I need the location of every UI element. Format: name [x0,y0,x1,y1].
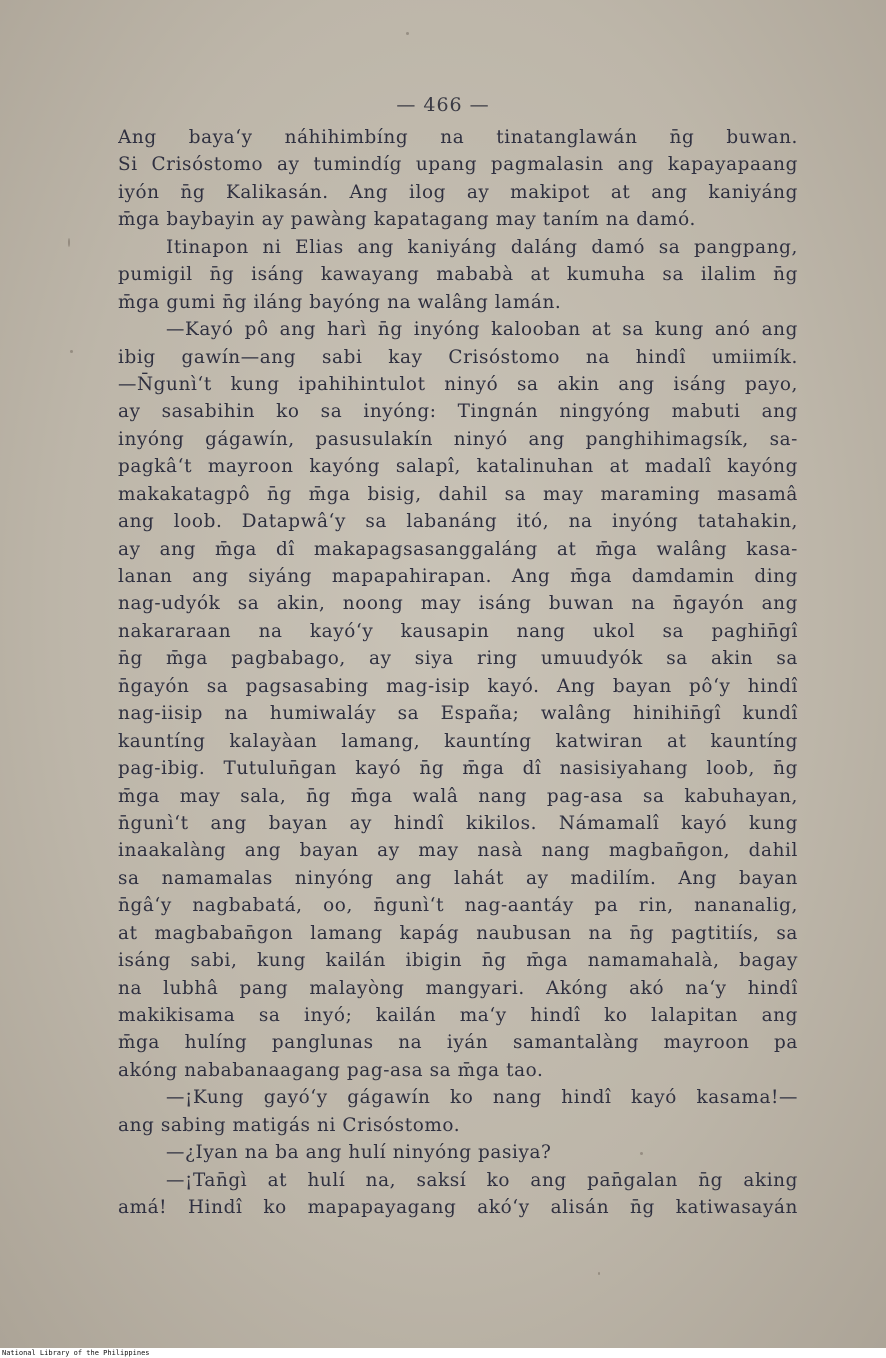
ink-speck [70,350,73,353]
text-line: n̄gunì‘t ang bayan ay hindî kikilos. Námamalî kayó kung [118,812,798,834]
text-line: m̄ga gumi n̄g iláng bayóng na walâng lamán. [118,291,562,313]
text-line: inaakalàng ang bayan ay may nasà nang magban̄gon, dahil [118,840,798,862]
text-line: na lubhâ pang malayòng mangyari. Akóng akó na‘y hindî [118,977,798,999]
text-line: akóng nababanaagang pag-asa sa m̄ga tao. [118,1059,544,1081]
text-line: —¿Iyan na ba ang hulí ninyóng pasiya? [166,1142,552,1164]
page-number: — 466 — [396,94,490,116]
ink-speck [598,1272,600,1275]
library-credit: National Library of the Philippines [0,1349,886,1358]
text-line: kauntíng kalayàan lamang, kauntíng katwiran at kauntíng [118,730,798,752]
text-line: ay sasabihin ko sa inyóng: Tingnán ningyóng mabuti ang [118,401,798,423]
text-line: ay ang m̄ga dî makapagsasanggaláng at m̄ga walâng kasa- [118,538,798,560]
text-line: m̄ga baybayin ay pawàng kapatagang may taním na damó. [118,209,696,231]
text-line: m̄ga may sala, n̄g m̄ga walâ nang pag-asa sa kabuhayan, [118,785,798,807]
text-line: n̄g m̄ga pagbabago, ay siya ring umuudyók sa akin sa [118,648,798,670]
text-line: Ang baya‘y náhihimbíng na tinatanglawán n̄g buwan. [118,127,798,148]
text-line: —¡Tan̄gì at hulí na, saksí ko ang pan̄galan n̄g aking [166,1169,798,1191]
text-line: n̄gâ‘y nagbabatá, oo, n̄gunì‘t nag-aantáy pa rin, nananalig, [118,895,798,917]
text-line: m̄ga hulíng panglunas na iyán samantalàng mayroon pa [118,1032,798,1054]
text-line: ibig gawín—ang sabi kay Crisóstomo na hindî umiimík. [118,346,798,368]
text-line: iyón n̄g Kalikasán. Ang ilog ay makipot at ang kaniyáng [118,181,798,203]
text-line: at magbaban̄gon lamang kapág naubusan na n̄g pagtitiís, sa [118,922,798,944]
body-text [118,124,798,1222]
text-line: —N̄gunì‘t kung ipahihintulot ninyó sa akin ang isáng payo, [118,373,798,395]
text-line: pagkâ‘t mayroon kayóng salapî, katalinuhan at madalî kayóng [118,456,798,478]
text-line: Si Crisóstomo ay tumindíg upang pagmalasin ang kapayapaang [118,154,798,176]
ink-speck [68,238,70,247]
text-line: ang loob. Datapwâ‘y sa labanáng itó, na inyóng tatahakin, [118,511,798,533]
text-line: sa namamalas ninyóng ang lahát ay madilím. Ang bayan [118,867,798,889]
text-line: nakararaan na kayó‘y kausapin nang ukol sa paghin̄gî [118,620,798,642]
text-line: nag-iisip na humiwaláy sa España; walâng hinihin̄gî kundî [118,703,798,725]
text-line: isáng sabi, kung kailán ibigin n̄g m̄ga namamahalà, bagay [118,950,798,972]
text-line: lanan ang siyáng mapapahirapan. Ang m̄ga damdamin ding [118,566,798,587]
ink-speck [406,32,409,35]
text-line: makakatagpô n̄g m̄ga bisig, dahil sa may maraming masamâ [118,483,798,505]
text-line: —Kayó pô ang harì n̄g inyóng kalooban at sa kung anó ang [166,319,798,341]
text-line: Itinapon ni Elias ang kaniyáng daláng damó sa pangpang, [166,236,798,258]
text-line: ang sabing matigás ni Crisóstomo. [118,1114,461,1136]
text-line: pag-ibig. Tutulun̄gan kayó n̄g m̄ga dî nasisiyahang loob, n̄g [118,758,798,780]
text-line: amá! Hindî ko mapapayagang akó‘y alisán n̄g katiwasayán [118,1197,798,1219]
text-line: n̄gayón sa pagsasabing mag-isip kayó. Ang bayan pô‘y hindî [118,675,798,697]
text-line: inyóng gágawín, pasusulakín ninyó ang panghihimagsík, sa- [118,428,798,450]
text-line: makikisama sa inyó; kailán ma‘y hindî ko lalapitan ang [118,1005,798,1026]
text-line: pumigil n̄g isáng kawayang mababà at kumuha sa ilalim n̄g [118,264,798,286]
text-line: —¡Kung gayó‘y gágawín ko nang hindî kayó kasama!— [166,1087,798,1109]
text-line: nag-udyók sa akin, noong may isáng buwan na n̄gayón ang [118,593,798,615]
